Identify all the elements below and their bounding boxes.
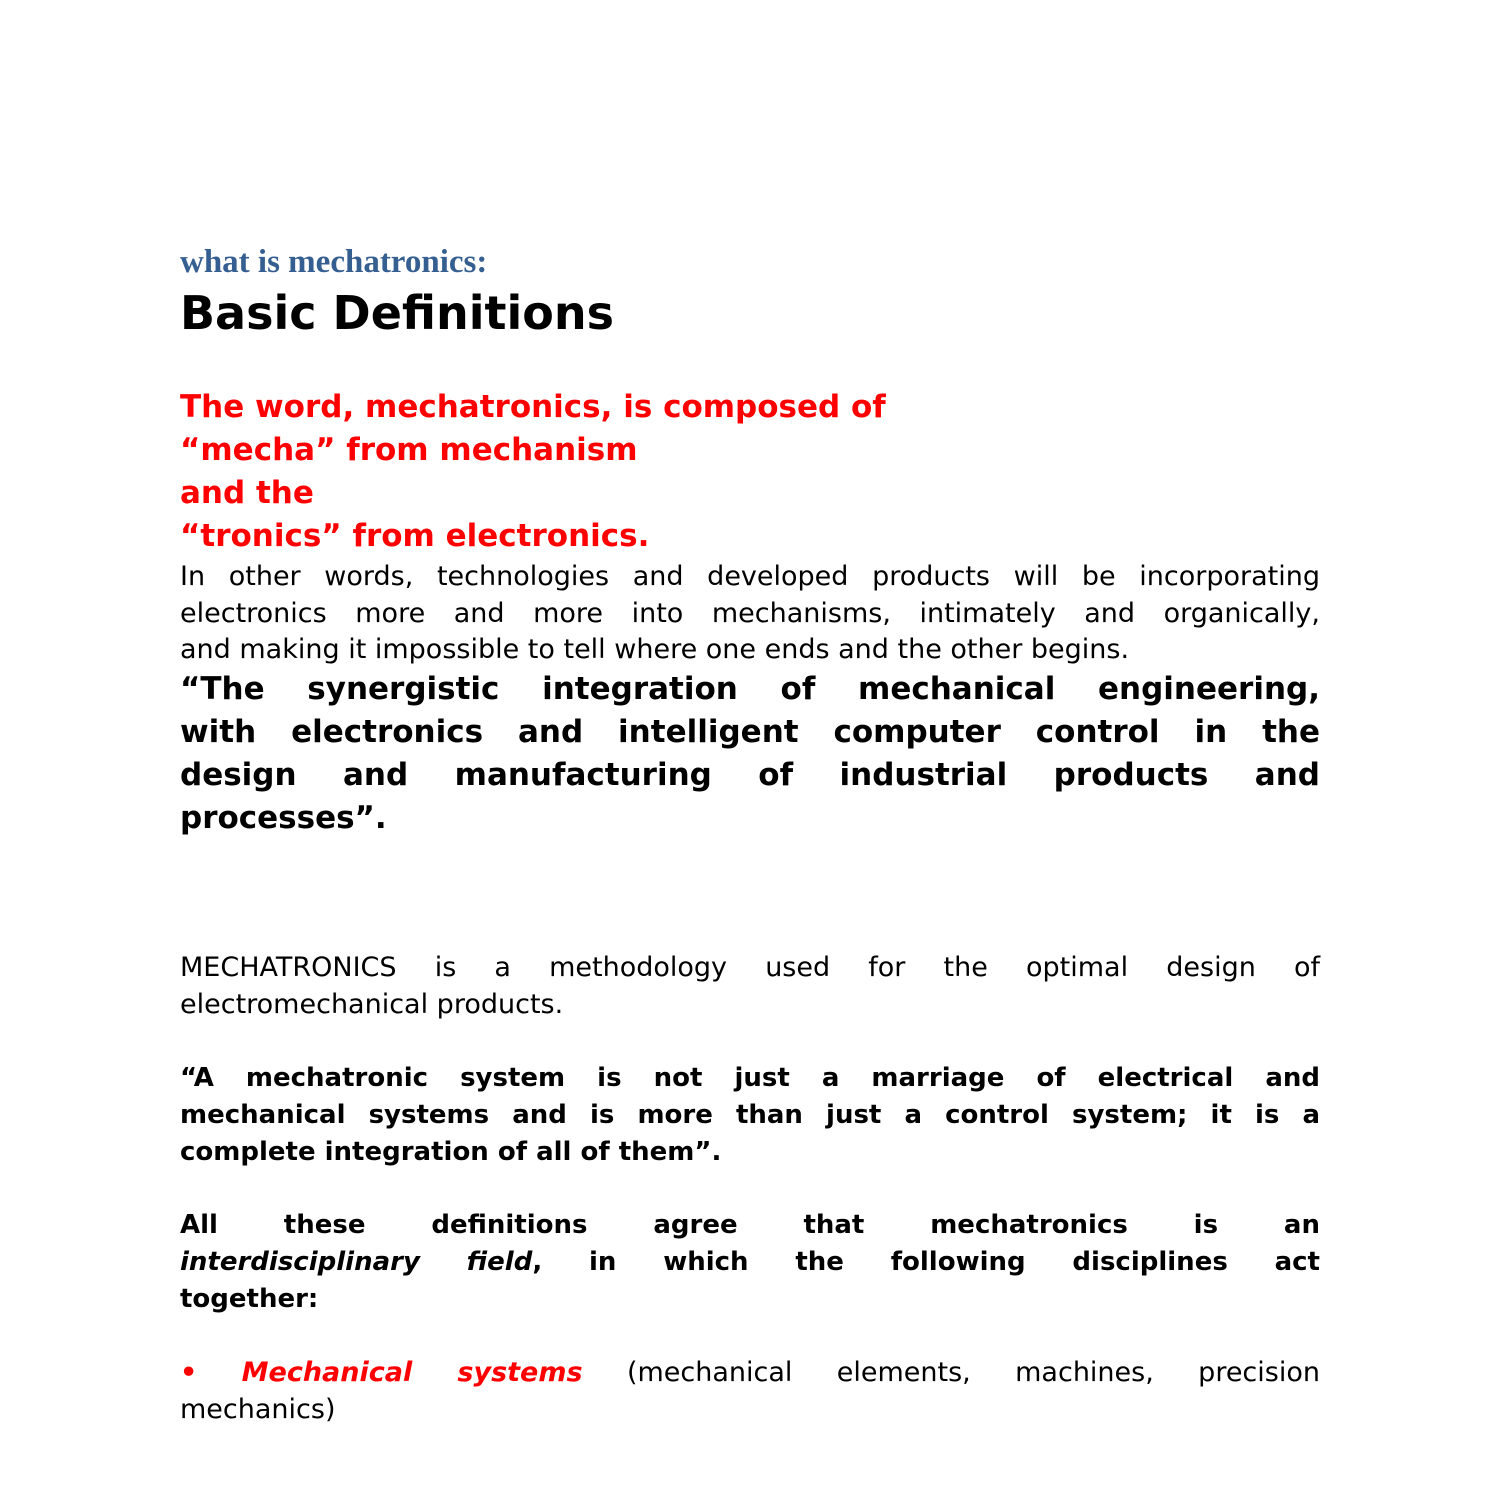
paragraph-line: and making it impossible to tell where one ends and the other begins. [180,634,1130,665]
summary-line: All these definitions agree that mechatronics is an [180,1210,1320,1240]
quote-mechatronic-system [180,1060,1320,1171]
bullet-mechanical-systems [180,1354,1320,1428]
quote-line: “The synergistic integration of mechanical engineering, [180,671,1320,707]
etymology-line: “tronics” from electronics. [180,518,650,554]
quote-line: “A mechatronic system is not just a marriage of electrical and [180,1063,1320,1093]
paragraph-line: electromechanical products. [180,989,564,1020]
definitions-summary [180,1207,1320,1318]
bullet-term: Mechanical systems [241,1357,583,1388]
etymology-block [180,386,1320,558]
paragraph-line: MECHATRONICS is a methodology used for the optimal design of [180,952,1320,983]
paragraph-line: In other words, technologies and developed products will be incorporating [180,561,1320,592]
bullet-icon: • [180,1357,198,1388]
summary-line: together: [180,1284,319,1314]
etymology-line: and the [180,475,314,511]
quote-line: processes”. [180,800,387,836]
paragraph-other-words [180,559,1320,669]
quote-line: mechanical systems and is more than just a control system; it is a [180,1100,1320,1130]
paragraph-line: electronics more and more into mechanisms, intimately and organically, [180,597,1320,629]
quote-line: with electronics and intelligent computer control in the [180,714,1320,750]
etymology-line: The word, mechatronics, is composed of [180,389,886,425]
bullet-line: mechanics) [180,1394,336,1425]
quote-line: complete integration of all of them”. [180,1137,722,1167]
bullet-line [180,1354,1320,1391]
etymology-line: “mecha” from mechanism [180,432,638,468]
paragraph-methodology [180,949,1320,1023]
page-title: Basic Definitions [180,286,615,340]
subtitle: what is mechatronics: [180,244,488,280]
summary-line [180,1244,1320,1281]
quote-line: design and manufacturing of industrial products and [180,757,1320,793]
interdisciplinary-field-emphasis: interdisciplinary field [180,1247,533,1277]
bullet-desc: (mechanical elements, machines, precision [626,1357,1320,1388]
summary-text: , in which the following disciplines act [532,1247,1320,1277]
quote-synergistic [180,668,1320,840]
